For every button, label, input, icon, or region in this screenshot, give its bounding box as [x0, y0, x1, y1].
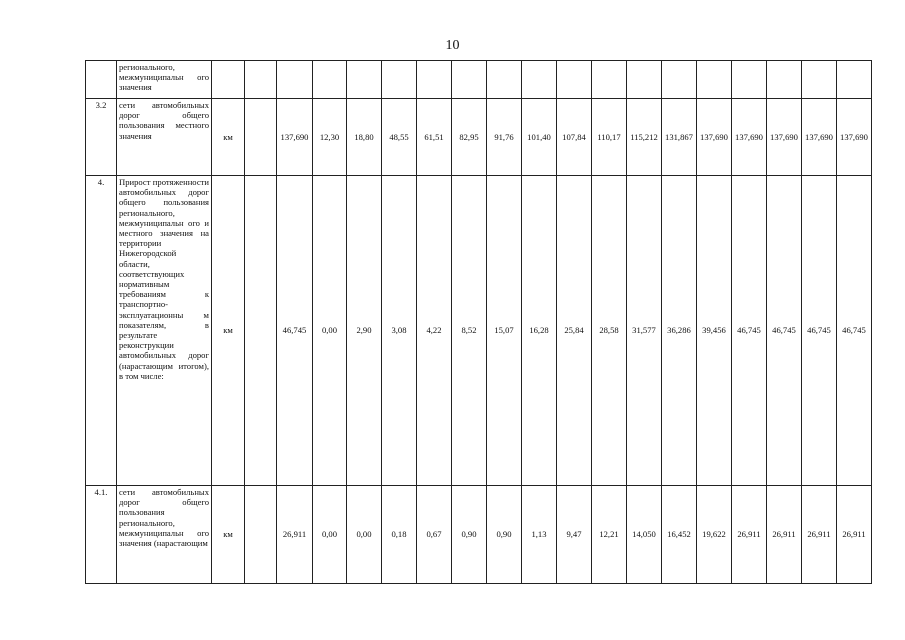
value-cell [382, 61, 417, 99]
value-cell: 137,690 [837, 99, 872, 176]
value-cell: 107,84 [557, 99, 592, 176]
value-cell: 131,867 [662, 99, 697, 176]
table-row [86, 486, 872, 584]
value-cell: 0,00 [313, 176, 347, 486]
value-cell [697, 61, 732, 99]
table-row [86, 99, 872, 176]
value-cell: 39,456 [697, 176, 732, 486]
value-cell: 15,07 [487, 176, 522, 486]
value-cell: 1,13 [522, 486, 557, 584]
value-cell: 61,51 [417, 99, 452, 176]
value-cell [592, 61, 627, 99]
value-cell [487, 61, 522, 99]
indicators-table [85, 60, 872, 584]
value-cell [662, 61, 697, 99]
table-row [86, 61, 872, 99]
indicator-name-cell: сети автомобильных дорог общего пользования местного значения [117, 99, 212, 176]
value-cell [557, 61, 592, 99]
value-cell: 46,745 [277, 176, 313, 486]
unit-cell: км [212, 176, 245, 486]
value-cell: 36,286 [662, 176, 697, 486]
value-cell: 46,745 [837, 176, 872, 486]
value-cell [732, 61, 767, 99]
value-cell: 0,00 [347, 486, 382, 584]
indicator-name-cell: сети автомобильных дорог общего пользования регионального, межмуниципальн ого значения (нарастающим [117, 486, 212, 584]
value-cell: 0,00 [313, 486, 347, 584]
value-cell [802, 61, 837, 99]
value-cell: 0,18 [382, 486, 417, 584]
row-number-cell: 4.1. [86, 486, 117, 584]
indicator-name-cell: Прирост протяженности автомобильных дорог общего пользования регионального, межмуниципальн ого и местного значения на территории Нижегородской области, соответствующих нормативным требованиям к транспортно-эксплуатационны м показателям, в результате реконструкции автомобильных дорог (нарастающим итогом), в том числе: [117, 176, 212, 486]
value-cell: 0,90 [487, 486, 522, 584]
value-cell: 48,55 [382, 99, 417, 176]
value-cell: 12,30 [313, 99, 347, 176]
value-cell: 31,577 [627, 176, 662, 486]
value-cell [347, 61, 382, 99]
value-cell [627, 61, 662, 99]
value-cell: 26,911 [277, 486, 313, 584]
value-cell: 101,40 [522, 99, 557, 176]
value-cell: 3,08 [382, 176, 417, 486]
value-cell [767, 61, 802, 99]
value-cell: 12,21 [592, 486, 627, 584]
value-cell: 4,22 [417, 176, 452, 486]
value-cell: 115,212 [627, 99, 662, 176]
value-cell: 18,80 [347, 99, 382, 176]
value-cell: 16,452 [662, 486, 697, 584]
value-cell: 137,690 [697, 99, 732, 176]
table-row [86, 176, 872, 486]
value-cell: 28,58 [592, 176, 627, 486]
unit-cell: км [212, 486, 245, 584]
page-number: 10 [445, 38, 460, 53]
value-cell: 46,745 [732, 176, 767, 486]
value-cell: 26,911 [802, 486, 837, 584]
value-cell: 137,690 [767, 99, 802, 176]
value-cell: 25,84 [557, 176, 592, 486]
value-cell: 46,745 [802, 176, 837, 486]
value-cell: 82,95 [452, 99, 487, 176]
value-cell: 2,90 [347, 176, 382, 486]
value-cell: 137,690 [802, 99, 837, 176]
value-cell: 8,52 [452, 176, 487, 486]
value-cell [522, 61, 557, 99]
value-cell [313, 61, 347, 99]
blank-cell [245, 176, 277, 486]
value-cell [452, 61, 487, 99]
value-cell: 91,76 [487, 99, 522, 176]
blank-cell [245, 99, 277, 176]
blank-cell [245, 61, 277, 99]
value-cell: 26,911 [767, 486, 802, 584]
value-cell: 0,67 [417, 486, 452, 584]
value-cell [417, 61, 452, 99]
row-number-cell: 3.2 [86, 99, 117, 176]
value-cell [277, 61, 313, 99]
row-number-cell: 4. [86, 176, 117, 486]
value-cell: 137,690 [732, 99, 767, 176]
value-cell [837, 61, 872, 99]
value-cell: 26,911 [732, 486, 767, 584]
value-cell: 9,47 [557, 486, 592, 584]
value-cell: 26,911 [837, 486, 872, 584]
value-cell: 16,28 [522, 176, 557, 486]
unit-cell [212, 61, 245, 99]
value-cell: 0,90 [452, 486, 487, 584]
indicator-name-cell: регионального, межмуниципальн ого значения [117, 61, 212, 99]
value-cell: 110,17 [592, 99, 627, 176]
value-cell: 14,050 [627, 486, 662, 584]
row-number-cell [86, 61, 117, 99]
value-cell: 137,690 [277, 99, 313, 176]
value-cell: 19,622 [697, 486, 732, 584]
unit-cell: км [212, 99, 245, 176]
value-cell: 46,745 [767, 176, 802, 486]
blank-cell [245, 486, 277, 584]
